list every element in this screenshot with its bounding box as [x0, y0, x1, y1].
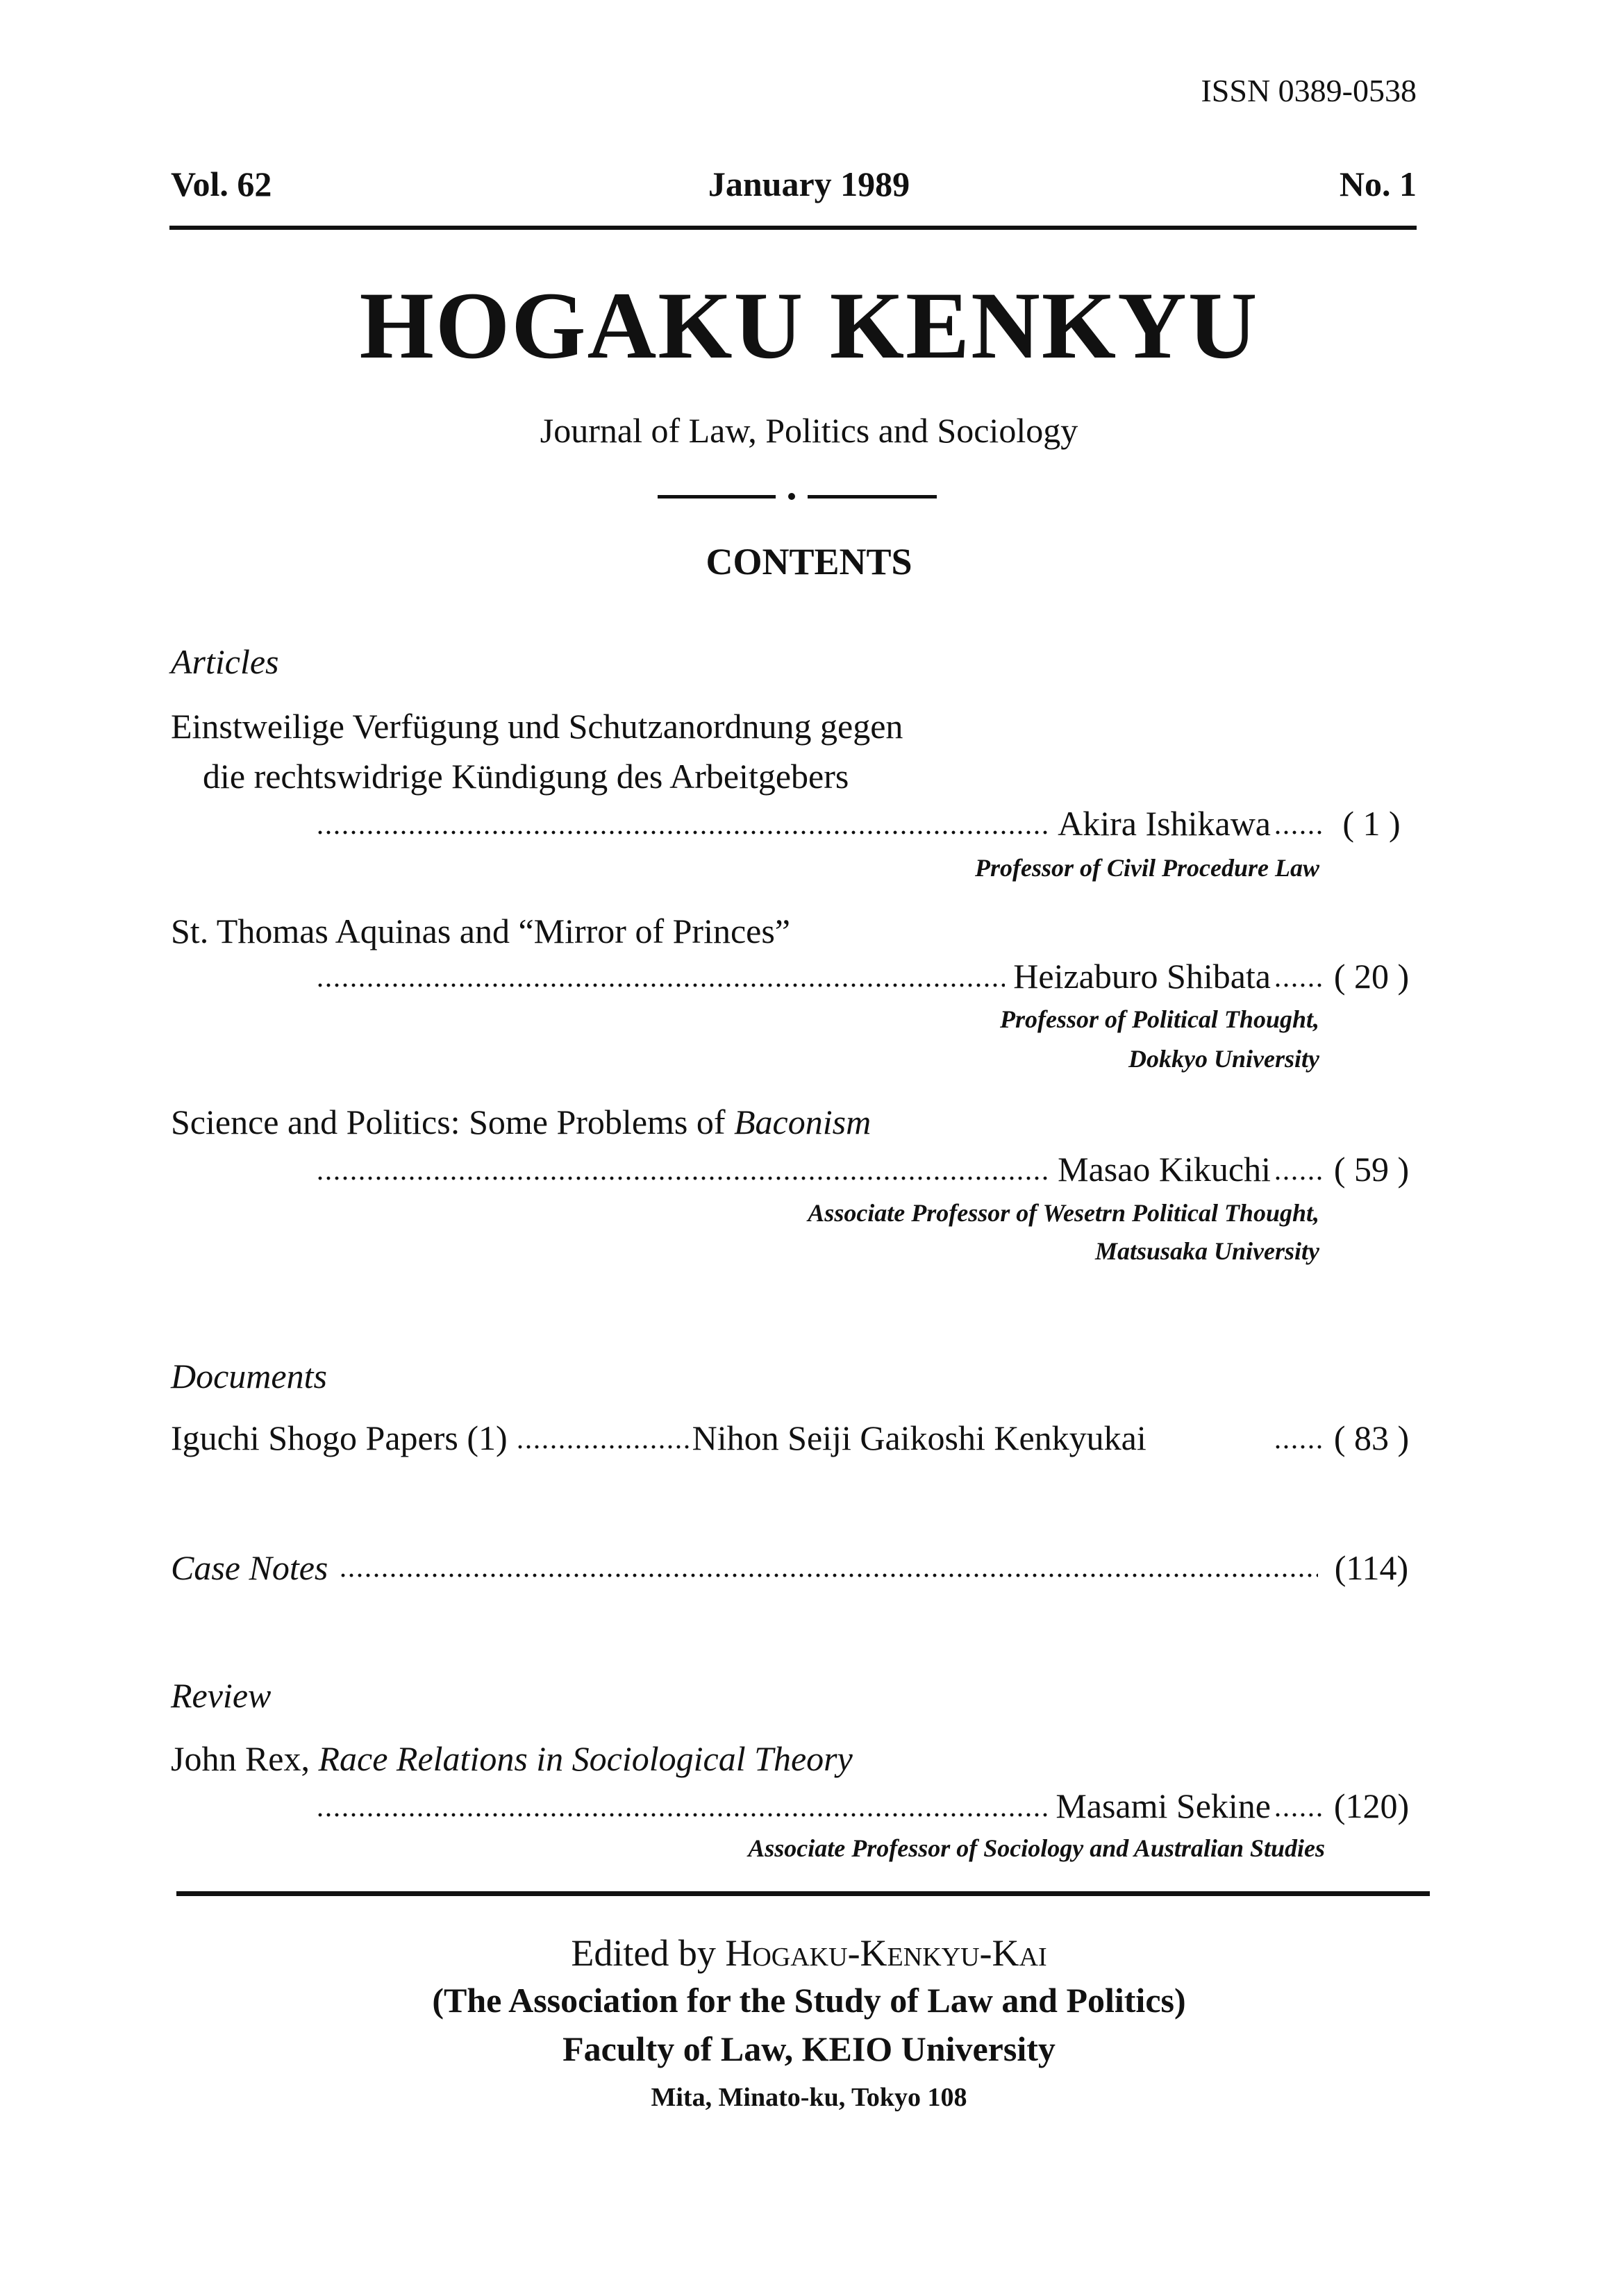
address: Mita, Minato-ku, Tokyo 108 — [651, 2083, 967, 2112]
dot-leader — [339, 1573, 1318, 1578]
section-articles: Articles — [171, 642, 279, 681]
issn: ISSN 0389-0538 — [1201, 73, 1417, 108]
association: (The Association for the Study of Law and Politics) — [432, 1981, 1186, 2020]
dot-leader — [316, 1175, 1049, 1181]
article-2-author: Heizaburo Shibata — [1013, 957, 1271, 996]
ornament-rule-right — [808, 495, 937, 498]
article-2-title[interactable]: St. Thomas Aquinas and “Mirror of Princes” — [171, 912, 790, 950]
faculty: Faculty of Law, KEIO University — [562, 2029, 1056, 2068]
ornament-dot — [788, 493, 795, 500]
review-title[interactable] — [171, 1741, 853, 1776]
footer-rule — [176, 1891, 1430, 1896]
article-3-author: Masao Kikuchi — [1058, 1150, 1271, 1189]
documents-author: Nihon Seiji Gaikoshi Kenkyukai — [692, 1418, 1146, 1457]
article-3-affiliation: Associate Professor of Wesetrn Political Thought, — [808, 1199, 1319, 1227]
article-2-affiliation: Professor of Political Thought, — [999, 1005, 1319, 1033]
dot-leader — [1274, 1812, 1324, 1818]
article-1-author: Akira Ishikawa — [1058, 804, 1271, 843]
documents-title[interactable]: Iguchi Shogo Papers (1) — [171, 1418, 508, 1457]
article-1-page[interactable]: ( 1 ) — [1342, 804, 1401, 843]
dot-leader — [516, 1444, 690, 1450]
article-1-title[interactable]: Einstweilige Verfügung und Schutzanordnung gegen — [171, 707, 903, 746]
article-3-title[interactable] — [171, 1105, 871, 1139]
case-notes-entry — [171, 1550, 1417, 1585]
dot-leader — [1274, 982, 1324, 988]
issue-number: No. 1 — [1339, 165, 1417, 203]
edited-by — [0, 1934, 1618, 1972]
contents-heading: CONTENTS — [706, 541, 912, 583]
dot-leader — [1274, 1444, 1324, 1450]
journal-subtitle: Journal of Law, Politics and Sociology — [540, 411, 1078, 450]
dot-leader — [316, 982, 1005, 988]
volume: Vol. 62 — [171, 165, 272, 203]
review-affiliation: Associate Professor of Sociology and Australian Studies — [748, 1834, 1325, 1862]
article-1-title-cont[interactable]: die rechtswidrige Kündigung des Arbeitgebers — [203, 757, 849, 796]
dot-leader — [1274, 1175, 1324, 1181]
dot-leader — [316, 830, 1049, 835]
article-3-affiliation-2: Matsusaka University — [1094, 1237, 1319, 1265]
article-3-title-italic: Baconism — [734, 1103, 871, 1141]
section-documents: Documents — [171, 1357, 327, 1396]
article-3-title-text: Science and Politics: Some Problems of — [171, 1103, 735, 1141]
ornament-rule-left — [658, 495, 776, 498]
review-leader — [316, 1788, 1417, 1825]
documents-page[interactable]: ( 83 ) — [1333, 1418, 1410, 1457]
article-1-affiliation: Professor of Civil Procedure Law — [975, 854, 1319, 882]
case-notes-page[interactable]: (114) — [1334, 1548, 1409, 1587]
review-author: Masami Sekine — [1056, 1786, 1271, 1825]
article-2-leader — [316, 959, 1417, 995]
editor-name: Hogaku-Kenkyu-Kai — [725, 1932, 1047, 1974]
header-rule — [169, 226, 1417, 230]
dot-leader — [316, 1812, 1047, 1818]
article-1-leader — [316, 806, 1417, 842]
article-2-affiliation-2: Dokkyo University — [1128, 1045, 1319, 1073]
article-3-page[interactable]: ( 59 ) — [1333, 1150, 1410, 1189]
issue-date: January 1989 — [708, 165, 910, 203]
article-2-page[interactable]: ( 20 ) — [1333, 957, 1410, 996]
section-review: Review — [171, 1676, 272, 1715]
journal-title: HOGAKU KENKYU — [359, 272, 1259, 378]
case-notes-heading[interactable]: Case Notes — [171, 1548, 328, 1587]
dot-leader — [1274, 830, 1324, 835]
article-3-leader — [316, 1152, 1417, 1188]
review-page[interactable]: (120) — [1333, 1786, 1410, 1825]
documents-entry — [171, 1418, 1417, 1457]
review-title-italic: Race Relations in Sociological Theory — [318, 1739, 853, 1778]
edited-by-label: Edited by — [571, 1932, 726, 1974]
review-title-plain: John Rex, — [171, 1739, 319, 1778]
